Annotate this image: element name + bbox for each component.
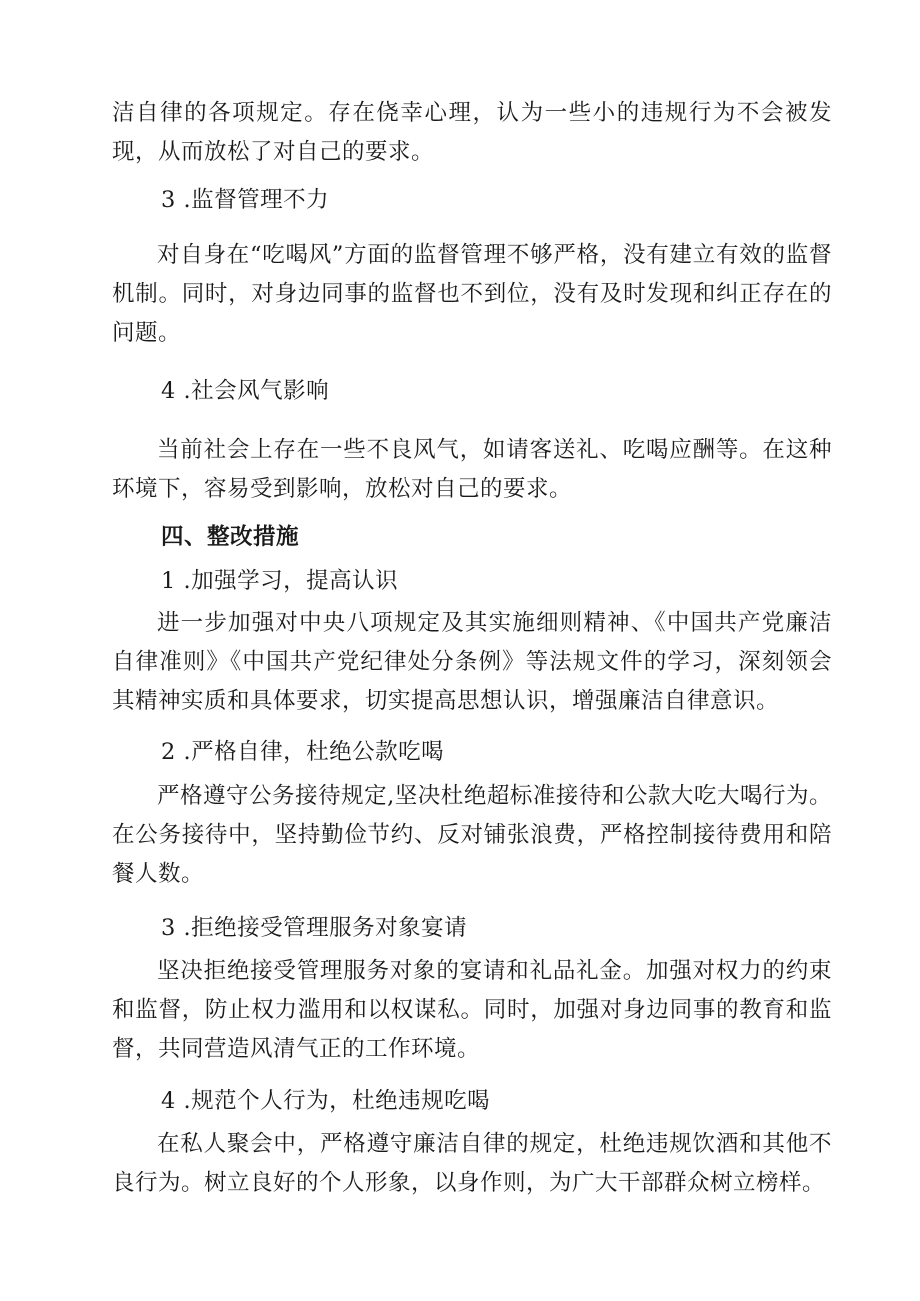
measure-3-heading — [112, 909, 832, 948]
body-paragraph: 对自身在“吃喝风”方面的监督管理不够严格，没有建立有效的监督机制。同时，对身边同事的监督也不到位，没有及时发现和纠正存在的问题。 — [112, 242, 832, 346]
subheading: 4 .规范个人行为，杜绝违规吃喝 — [161, 1088, 491, 1114]
subheading: 3 .监督管理不力 — [161, 187, 330, 213]
subheading: 1 .加强学习，提高认识 — [161, 568, 399, 594]
paragraph-refuse-banquets — [112, 952, 832, 1069]
body-paragraph: 洁自律的各项规定。存在侥幸心理，认为一些小的违规行为不会被发现，从而放松了对自己的要求。 — [112, 100, 832, 165]
paragraph-personal-conduct — [112, 1125, 832, 1203]
body-paragraph: 进一步加强对中央八项规定及其实施细则精神、《中国共产党廉洁自律准则》《中国共产党纪律处分条例》等法规文件的学习，深刻领会其精神实质和具体要求，切实提高思想认识，增强廉洁自律意识。 — [112, 610, 832, 714]
measure-4-heading — [112, 1082, 832, 1121]
subheading: 3 .拒绝接受管理服务对象宴请 — [161, 915, 468, 941]
body-paragraph: 当前社会上存在一些不良风气，如请客送礼、吃喝应酬等。在这种环境下，容易受到影响，放松对自己的要求。 — [112, 437, 832, 502]
body-paragraph: 在私人聚会中，严格遵守廉洁自律的规定，杜绝违规饮酒和其他不良行为。树立良好的个人形象，以身作则，为广大干部群众树立榜样。 — [112, 1131, 832, 1196]
paragraph-self-discipline — [112, 777, 832, 894]
body-paragraph: 严格遵守公务接待规定,坚决杜绝超标准接待和公款大吃大喝行为。在公务接待中，坚持勤俭节约、反对铺张浪费，严格控制接待费用和陪餐人数。 — [112, 783, 832, 887]
section-heading-four — [112, 518, 832, 557]
body-paragraph: 坚决拒绝接受管理服务对象的宴请和礼品礼金。加强对权力的约束和监督，防止权力滥用和以权谋私。同时，加强对身边同事的教育和监督，共同营造风清气正的工作环境。 — [112, 958, 832, 1062]
subheading-3 — [112, 181, 832, 220]
paragraph-social-climate — [112, 431, 832, 509]
section-heading: 四、整改措施 — [161, 524, 300, 550]
subheading: 4 .社会风气影响 — [161, 378, 330, 404]
paragraph-supervision — [112, 236, 832, 353]
paragraph-continuation — [112, 94, 832, 172]
measure-1-heading — [112, 562, 832, 601]
measure-2-heading — [112, 733, 832, 772]
subheading: 2 .严格自律，杜绝公款吃喝 — [161, 739, 445, 765]
paragraph-study — [112, 604, 832, 721]
subheading-4 — [112, 372, 832, 411]
